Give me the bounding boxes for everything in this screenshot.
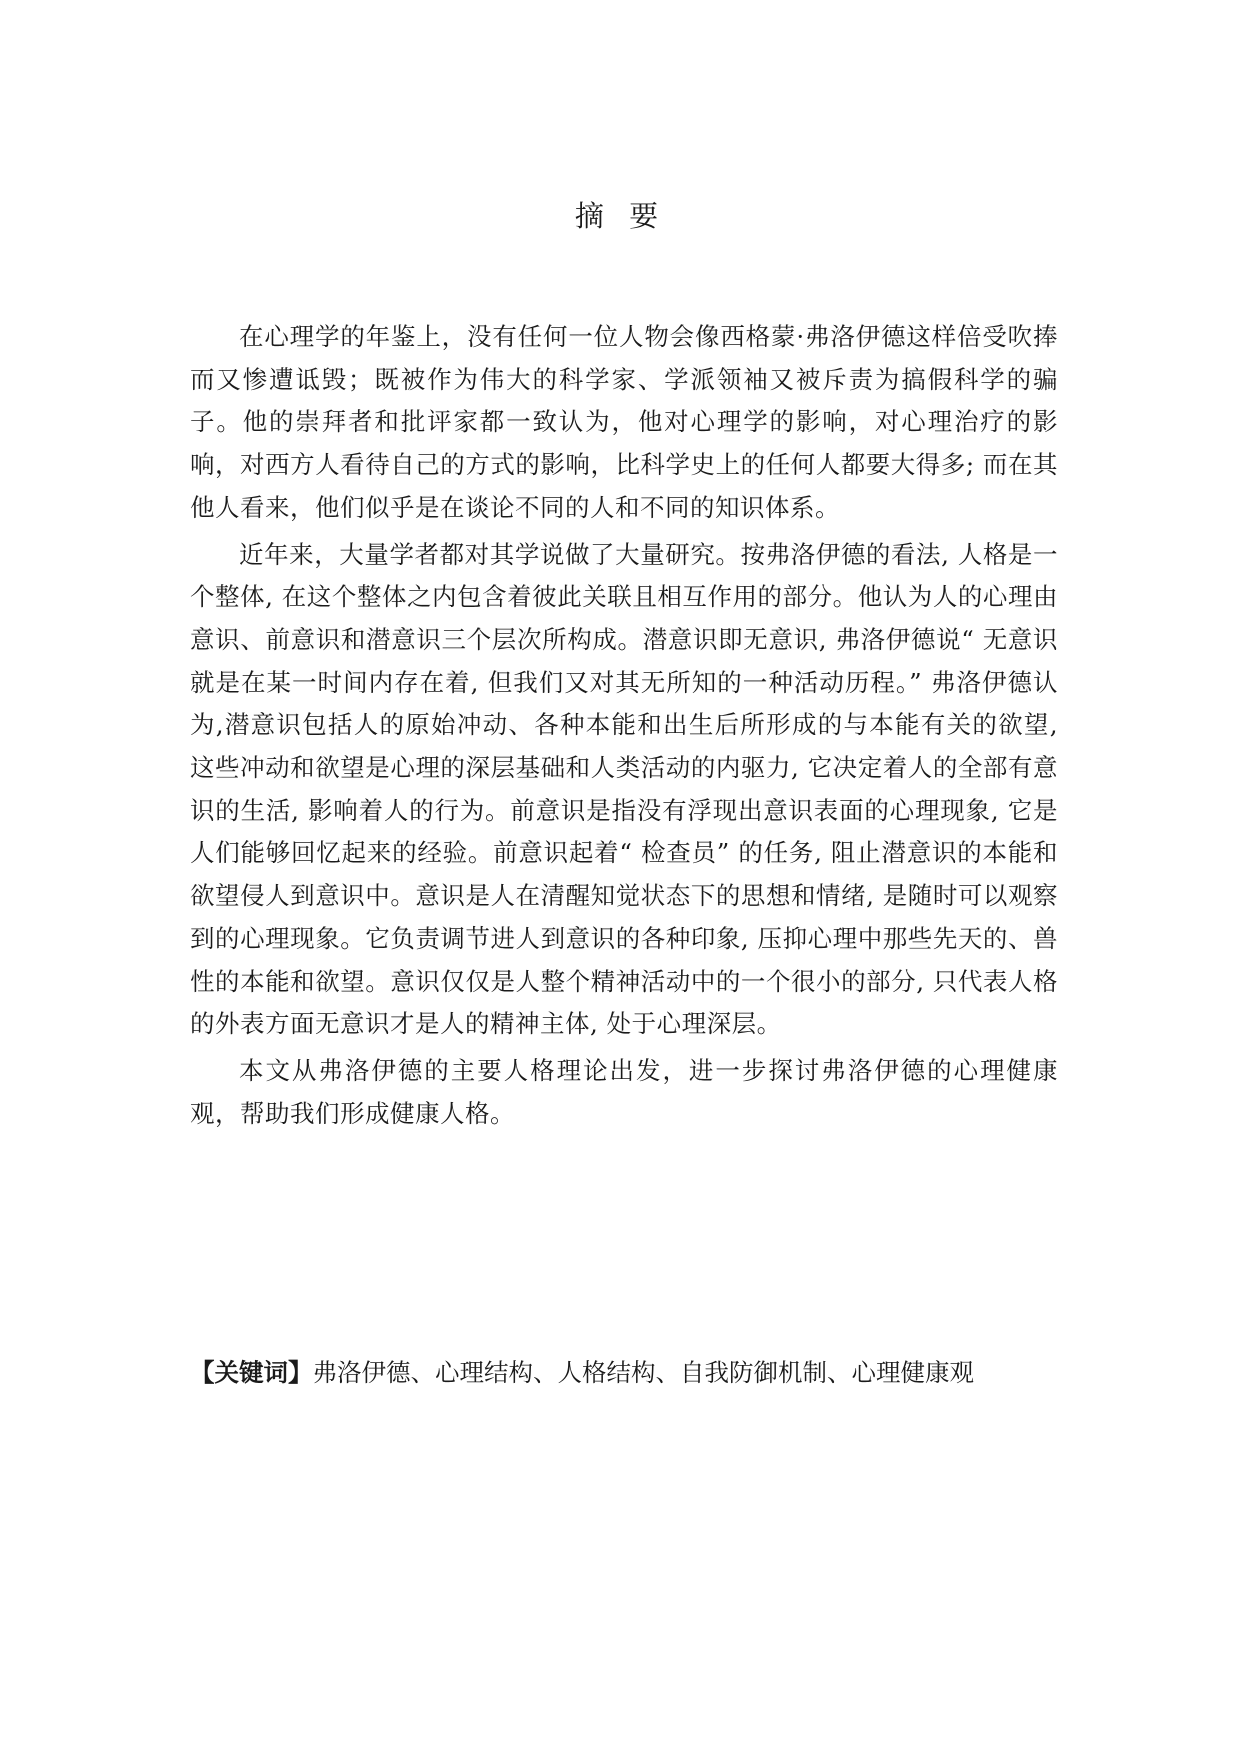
paragraph-1: 在心理学的年鉴上，没有任何一位人物会像西格蒙·弗洛伊德这样倍受吹捧而又惨遭诋毁；既被作为伟大的科学家、学派领袖又被斥责为搞假科学的骗子。他的崇拜者和批评家都一致认为，他对心理学的影响，对心理治疗的影响，对西方人看待自己的方式的影响，比科学史上的任何人都要大得多; 而在其他人看来，他们似乎是在谈论不同的人和不同的知识体系。 [190, 322, 1058, 522]
keywords-line [190, 1352, 1090, 1394]
keywords-text: 弗洛伊德、心理结构、人格结构、自我防御机制、心理健康观 [312, 1358, 974, 1387]
page-title: 摘 要 [574, 199, 667, 233]
paragraph-3: 本文从弗洛伊德的主要人格理论出发，进一步探讨弗洛伊德的心理健康观，帮助我们形成健康人格。 [190, 1055, 1058, 1128]
keywords-label: 【关键词】 [190, 1358, 313, 1387]
abstract-body [190, 316, 1058, 1135]
paragraph-2: 近年来，大量学者都对其学说做了大量研究。按弗洛伊德的看法, 人格是一个整体, 在这个整体之内包含着彼此关联且相互作用的部分。他认为人的心理由意识、前意识和潜意识三个层次所构成。潜意识即无意识, 弗洛伊德说“ 无意识就是在某一时间内存在着, 但我们又对其无所知的一种活动历程。” 弗洛伊德认为,潜意识包括人的原始冲动、各种本能和出生后所形成的与本能有关的欲望, 这些冲动和欲望是心理的深层基础和人类活动的内驱力, 它决定着人的全部有意识的生活, 影响着人的行为。前意识是指没有浮现出意识表面的心理现象, 它是人们能够回忆起来的经验。前意识起着“ 检查员” 的任务, 阻止潜意识的本能和欲望侵人到意识中。意识是人在清醒知觉状态下的思想和情绪, 是随时可以观察到的心理现象。它负责调节进人到意识的各种印象, 压抑心理中那些先天的、兽性的本能和欲望。意识仅仅是人整个精神活动中的一个很小的部分, 只代表人格的外表方面无意识才是人的精神主体, 处于心理深层。 [190, 539, 1058, 1039]
